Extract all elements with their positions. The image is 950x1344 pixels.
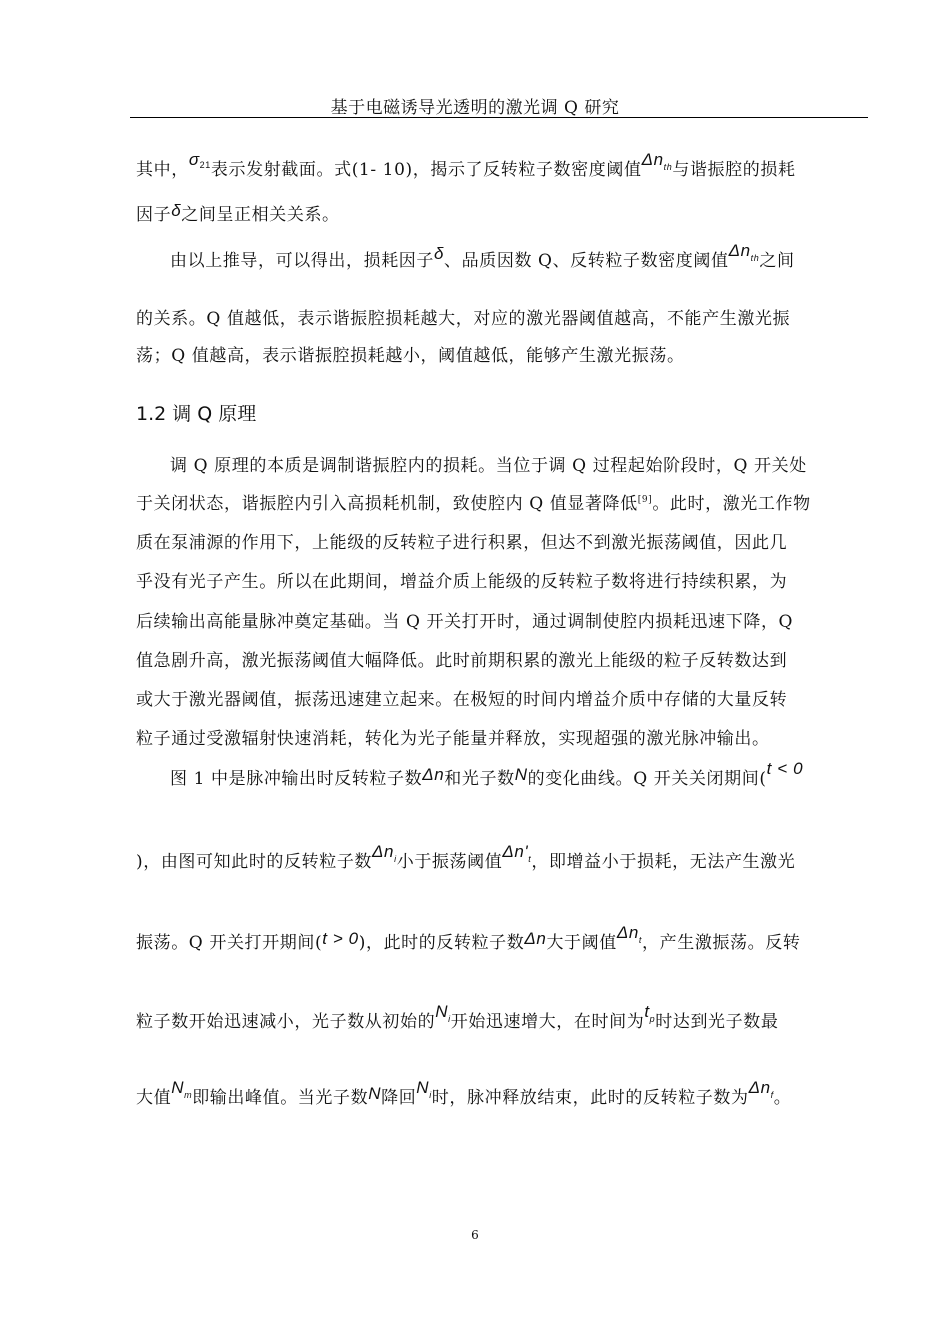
p4-line4: 粒子数开始迅速减小，光子数从初始的$N_i$开始迅速增大，在时间为$t_p$时达到光子数最: [136, 1002, 779, 1032]
n-photon-symbol: N: [514, 765, 528, 784]
n-i-symbol: $N_i$: [416, 1078, 432, 1100]
delta-n-th-symbol: $\Delta n_{th}$: [641, 150, 673, 172]
delta-n-f-symbol: $\Delta n_f$: [748, 1078, 774, 1100]
p1-text-a: 其中，: [136, 160, 189, 180]
sigma-symbol: σ21: [188, 150, 211, 170]
n-i-symbol: $N_i$: [435, 1002, 451, 1024]
delta-n-i-symbol: $\Delta n_i$: [372, 842, 397, 864]
delta-n-symbol: Δn: [422, 765, 445, 784]
p1-line1: [136, 150, 796, 180]
p2-text-c: 之间: [759, 251, 795, 271]
t-lt-0-expr: t < 0: [766, 759, 804, 778]
p4-line2: )，由图可知此时的反转粒子数$\Delta n_i$小于振荡阈值$\Delta n'_t$，即增益小于损耗，无法产生激光: [136, 842, 796, 872]
page-header-title: 基于电磁诱导光透明的激光调 Q 研究: [330, 98, 620, 118]
p1-text-d: 因子: [136, 205, 172, 225]
t-p-symbol: $t_p$: [644, 1002, 656, 1024]
n-m-symbol: $N_m$: [171, 1078, 193, 1100]
p2-text-b: 、品质因数 Q、反转粒子数密度阈值: [444, 251, 729, 271]
p4-line1: 图 1 中是脉冲输出时反转粒子数Δn和光子数N的变化曲线。Q 开关关闭期间(t < 0: [170, 759, 804, 789]
p2-line2: 的关系。Q 值越低，表示谐振腔损耗越大，对应的激光器阈值越高，不能产生激光振: [136, 309, 791, 329]
p3-line8: 粒子通过受激辐射快速消耗，转化为光子能量并释放，实现超强的激光脉冲输出。: [136, 729, 770, 749]
delta-symbol: δ: [171, 201, 182, 220]
p3-line1: 调 Q 原理的本质是调制谐振腔内的损耗。当位于调 Q 过程起始阶段时，Q 开关处: [170, 456, 807, 476]
p4-line3: 振荡。Q 开关打开期间(t > 0)，此时的反转粒子数Δn大于阈值$\Delta n_t$，产生激振荡。反转: [136, 923, 801, 953]
delta-n-th-symbol: $\Delta n_{th}$: [728, 241, 760, 263]
delta-n-symbol: Δn: [524, 929, 547, 948]
t-gt-0-expr: t > 0: [322, 929, 359, 948]
p1-text-c: 与谐振腔的损耗: [672, 160, 796, 180]
p3-line3: 质在泵浦源的作用下，上能级的反转粒子进行积累，但达不到激光振荡阈值，因此几: [136, 533, 788, 553]
page-number: 6: [471, 1228, 479, 1242]
p3-line6: 值急剧升高，激光振荡阈值大幅降低。此时前期积累的激光上能级的粒子反转数达到: [136, 651, 788, 671]
p4-line5: 大值$N_m$即输出峰值。当光子数N降回$N_i$时，脉冲释放结束，此时的反转粒子数为$\Delta n_f$。: [136, 1078, 792, 1108]
n-photon-symbol: N: [368, 1084, 382, 1103]
p2-line3: 荡；Q 值越高，表示谐振腔损耗越小，阈值越低，能够产生激光振荡。: [136, 346, 685, 366]
header-rule: [130, 117, 868, 118]
p3-line2: 于关闭状态，谐振腔内引入高损耗机制，致使腔内 Q 值显著降低[9]。此时，激光工作物: [136, 494, 811, 514]
p3-line5: 后续输出高能量脉冲奠定基础。当 Q 开关打开时，通过调制使腔内损耗迅速下降，Q: [136, 612, 794, 632]
p1-text-b: 表示发射截面。式(1- 10)，揭示了反转粒子数密度阈值: [210, 160, 642, 180]
section-heading: 1.2 调 Q 原理: [136, 403, 257, 425]
citation: [9]: [637, 495, 653, 505]
p3-line4: 乎没有光子产生。所以在此期间，增益介质上能级的反转粒子数将进行持续积累，为: [136, 572, 788, 592]
p3-line7: 或大于激光器阈值，振荡迅速建立起来。在极短的时间内增益介质中存储的大量反转: [136, 690, 788, 710]
p1-line2: [136, 201, 340, 225]
delta-symbol: δ: [434, 244, 445, 263]
p1-text-e: 之间呈正相关关系。: [181, 205, 340, 225]
delta-n-t-symbol: $\Delta n_t$: [616, 923, 643, 945]
p2-text-a: 由以上推导，可以得出，损耗因子: [170, 251, 434, 271]
delta-n-prime-t-symbol: $\Delta n'_t$: [502, 842, 532, 864]
p2-line1: [170, 241, 795, 271]
